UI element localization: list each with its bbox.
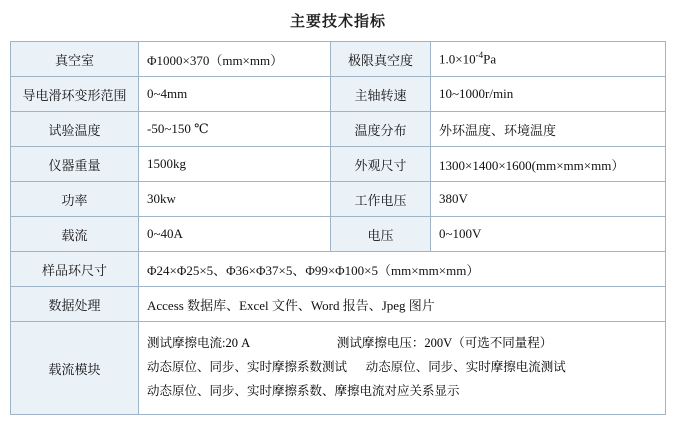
- row-value-sample-ring-size: Φ24×Φ25×5、Φ36×Φ37×5、Φ99×Φ100×5（mm×mm×mm）: [139, 252, 666, 287]
- table-title-row: [11, 6, 666, 42]
- row-label-ultimate-vacuum: 极限真空度: [331, 42, 431, 77]
- row-label-power: 功率: [11, 182, 139, 217]
- ultimate-vacuum-suffix: Pa: [483, 51, 497, 67]
- ultimate-vacuum-prefix: 1.0×10: [439, 51, 476, 67]
- table-row: [11, 322, 666, 415]
- table-row: [11, 252, 666, 287]
- module-line: 测试摩擦电流:20 A 测试摩擦电压：200V（可选不同量程）: [147, 336, 553, 351]
- row-label-slip-ring-deformation: 导电滑环变形范围: [11, 77, 139, 112]
- row-value-test-temperature: -50~150 ℃: [139, 112, 331, 147]
- table-row: [11, 147, 666, 182]
- row-label-instrument-weight: 仪器重量: [11, 147, 139, 182]
- table-row: [11, 287, 666, 322]
- row-value-power: 30kw: [139, 182, 331, 217]
- table-row: [11, 217, 666, 252]
- row-value-slip-ring-deformation: 0~4mm: [139, 77, 331, 112]
- row-label-working-voltage: 工作电压: [331, 182, 431, 217]
- row-label-vacuum-chamber: 真空室: [11, 42, 139, 77]
- row-label-current: 载流: [11, 217, 139, 252]
- row-label-dimensions: 外观尺寸: [331, 147, 431, 182]
- row-value-temperature-distribution: 外环温度、环境温度: [431, 112, 666, 147]
- row-label-voltage: 电压: [331, 217, 431, 252]
- row-label-data-processing: 数据处理: [11, 287, 139, 322]
- row-value-instrument-weight: 1500kg: [139, 147, 331, 182]
- page-title: 主要技术指标: [290, 14, 387, 30]
- module-line: 动态原位、同步、实时摩擦系数、摩擦电流对应关系显示: [147, 383, 460, 398]
- row-value-current-module: [139, 322, 666, 415]
- row-label-temperature-distribution: 温度分布: [331, 112, 431, 147]
- row-value-spindle-speed: 10~1000r/min: [431, 77, 666, 112]
- row-value-voltage: 0~100V: [431, 217, 666, 252]
- spec-sheet: [0, 6, 675, 434]
- ultimate-vacuum-exponent: -4: [475, 50, 484, 61]
- table-row: [11, 182, 666, 217]
- row-label-spindle-speed: 主轴转速: [331, 77, 431, 112]
- module-line: 动态原位、同步、实时摩擦系数测试 动态原位、同步、实时摩擦电流测试: [147, 360, 566, 375]
- table-row: [11, 112, 666, 147]
- row-value-current: 0~40A: [139, 217, 331, 252]
- row-label-test-temperature: 试验温度: [11, 112, 139, 147]
- spec-table: [10, 6, 666, 415]
- table-row: [11, 42, 666, 77]
- row-value-dimensions: 1300×1400×1600(mm×mm×mm）: [431, 147, 666, 182]
- row-label-current-module: 载流模块: [11, 322, 139, 415]
- row-value-working-voltage: 380V: [431, 182, 666, 217]
- row-value-vacuum-chamber: Φ1000×370（mm×mm）: [139, 42, 331, 77]
- row-value-data-processing: Access 数据库、Excel 文件、Word 报告、Jpeg 图片: [139, 287, 666, 322]
- row-label-sample-ring-size: 样品环尺寸: [11, 252, 139, 287]
- row-value-ultimate-vacuum: [431, 42, 666, 77]
- table-row: [11, 77, 666, 112]
